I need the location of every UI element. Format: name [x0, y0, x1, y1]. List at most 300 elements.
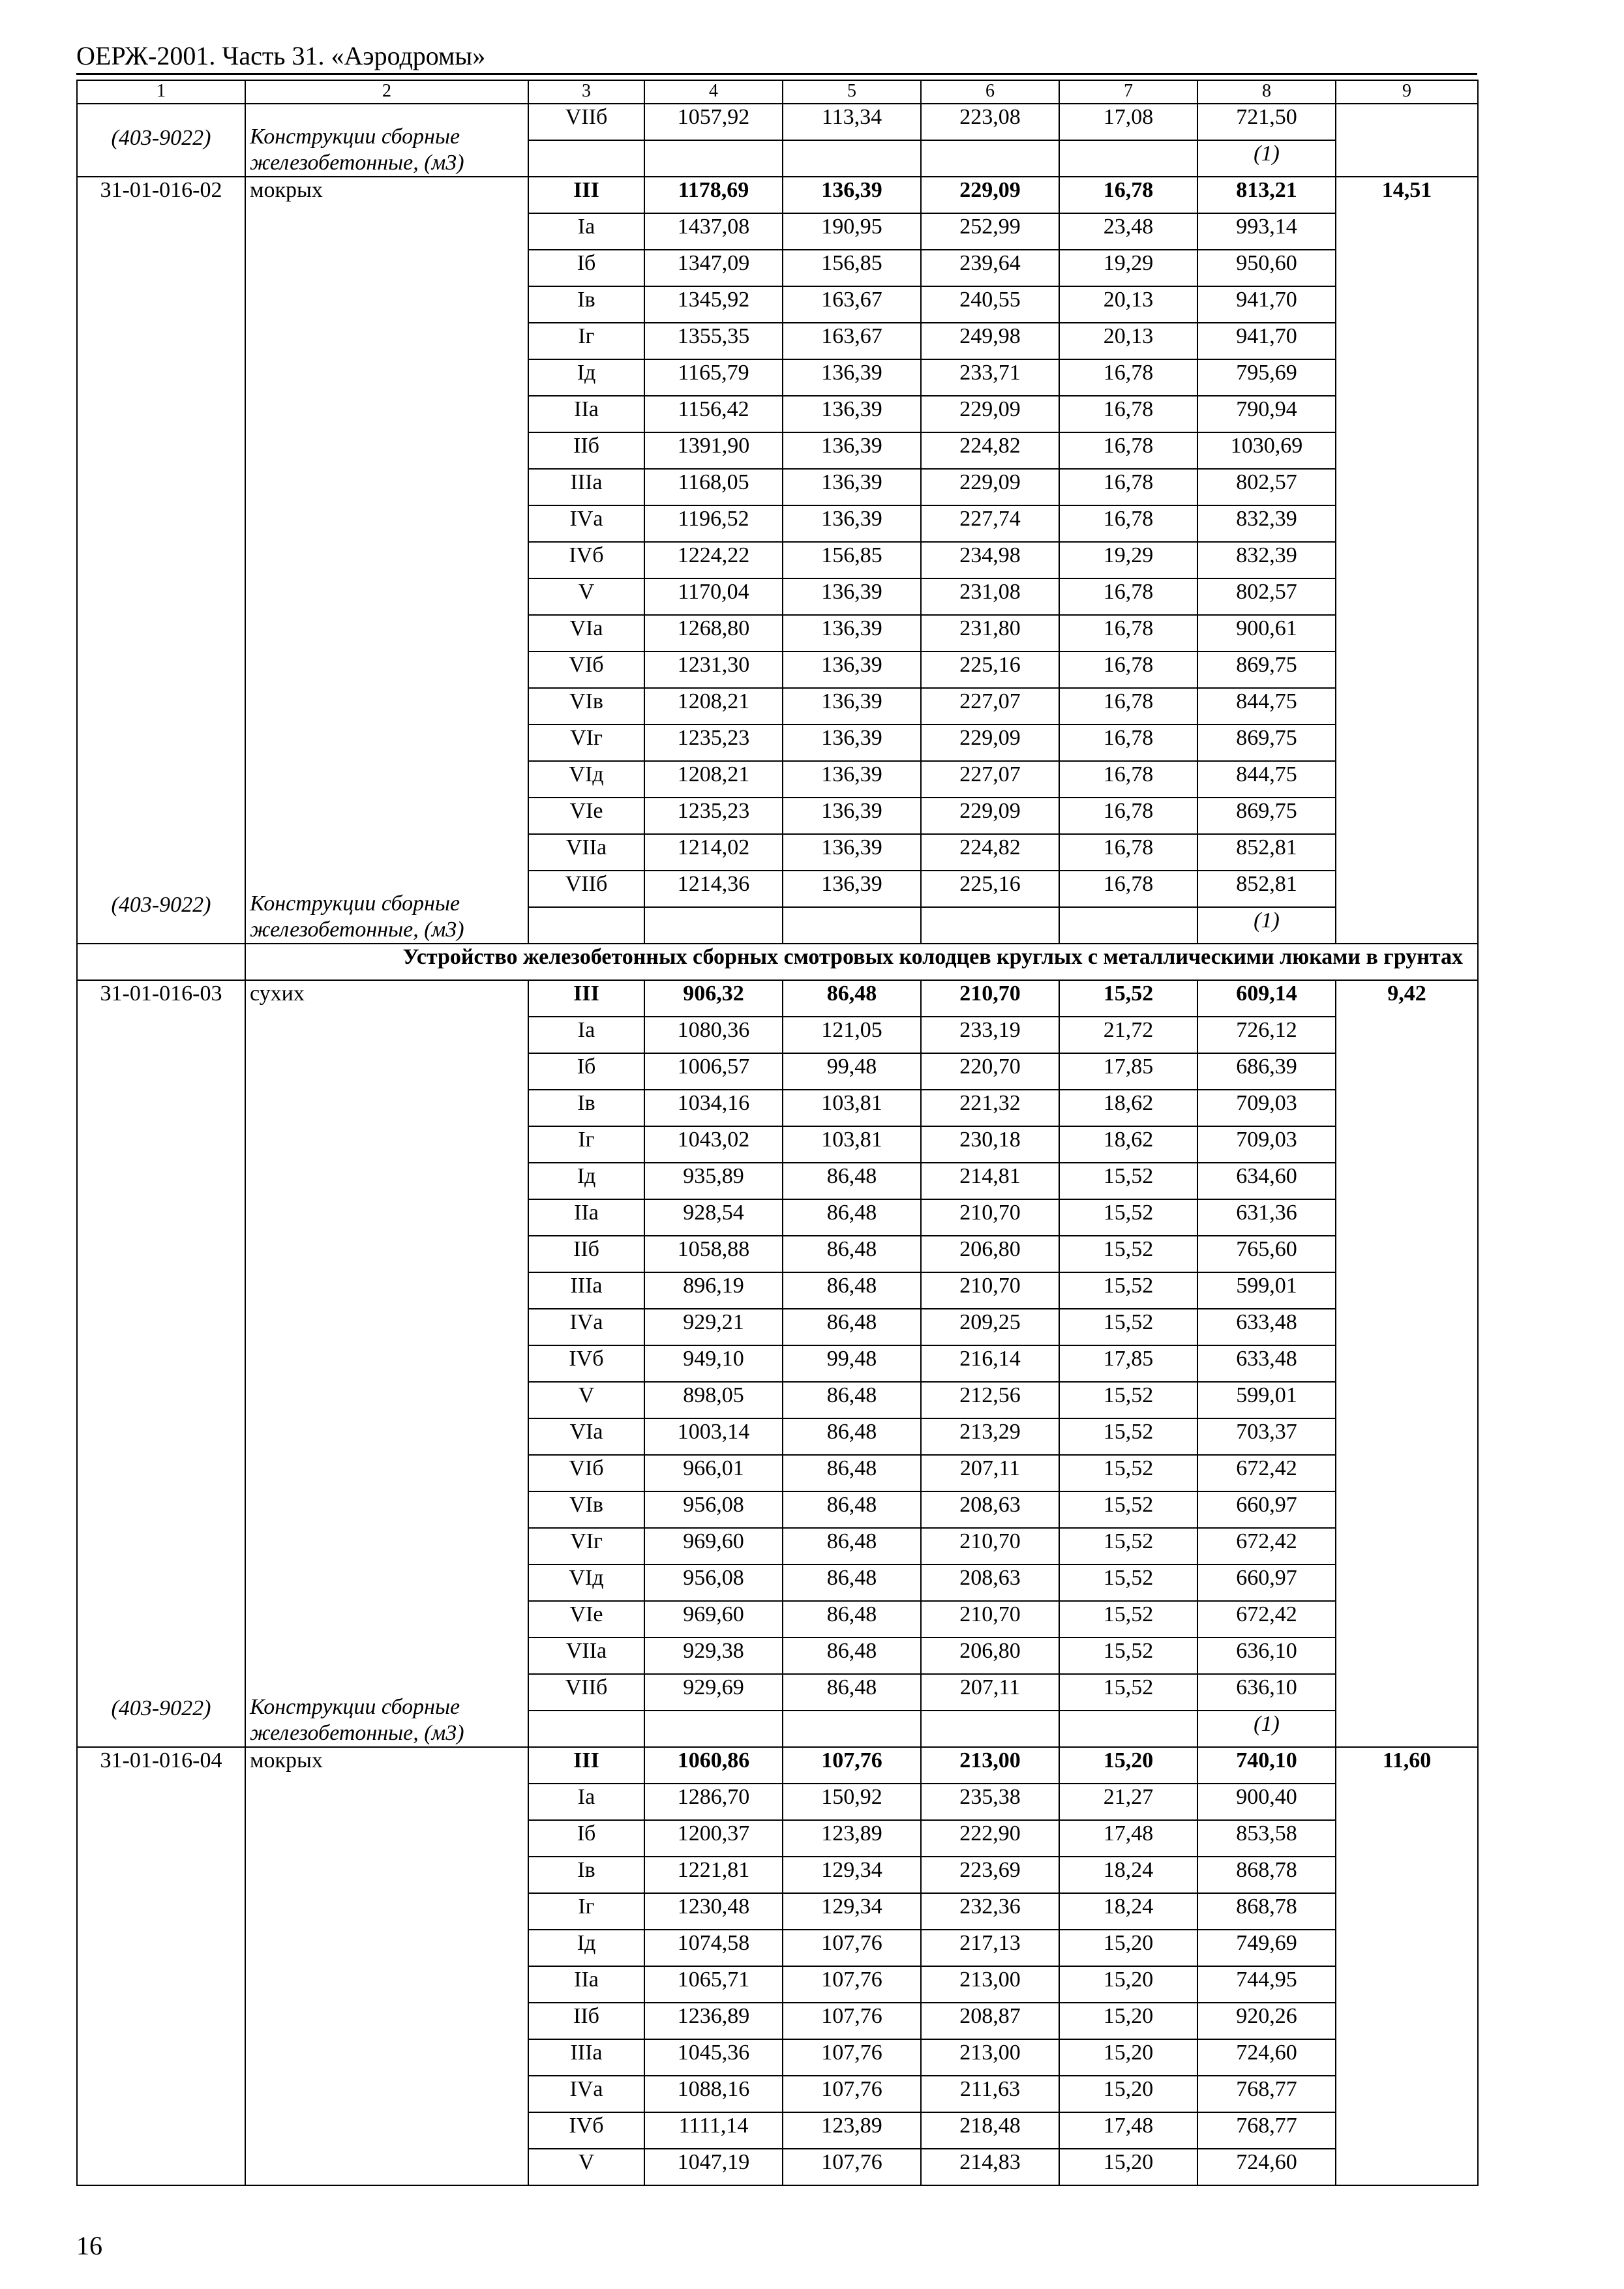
value-cell: 86,48: [783, 1382, 921, 1418]
empty-cell: [528, 140, 644, 177]
zone-cell: IVб: [528, 542, 644, 578]
value-cell: 107,76: [783, 2149, 921, 2185]
value-cell: 16,78: [1059, 396, 1197, 432]
value-cell: 15,52: [1059, 1236, 1197, 1272]
value-cell: 15,52: [1059, 1564, 1197, 1601]
zone-cell: VIа: [528, 1418, 644, 1455]
value-cell: 213,00: [921, 2039, 1059, 2076]
value-cell: 15,20: [1059, 2149, 1197, 2185]
value-cell: 1003,14: [644, 1418, 783, 1455]
value-cell: 136,39: [783, 651, 921, 688]
value-cell: 16,78: [1059, 761, 1197, 798]
value-cell: 107,76: [783, 2003, 921, 2039]
value-cell: 207,11: [921, 1674, 1059, 1711]
value-cell: 749,69: [1197, 1930, 1336, 1966]
value-cell: 225,16: [921, 651, 1059, 688]
zone-cell: Iа: [528, 213, 644, 250]
empty-cell: [1059, 1711, 1197, 1747]
value-cell: 15,52: [1059, 1491, 1197, 1528]
value-cell: 900,61: [1197, 615, 1336, 651]
zone-cell: IIа: [528, 1199, 644, 1236]
rate-code: [77, 104, 245, 177]
value-cell: 1347,09: [644, 250, 783, 286]
value-cell: 1221,81: [644, 1857, 783, 1893]
value-cell: 949,10: [644, 1345, 783, 1382]
value-cell: 17,85: [1059, 1345, 1197, 1382]
value-cell: 16,78: [1059, 359, 1197, 396]
zone-cell: VIIб: [528, 871, 644, 907]
section-title: Устройство железобетонных сборных смотровых колодцев круглых с металлическими люками в грунтах: [245, 944, 1478, 980]
value-cell: 18,24: [1059, 1857, 1197, 1893]
value-cell: 9,42: [1336, 980, 1478, 1747]
value-cell: 790,94: [1197, 396, 1336, 432]
zone-cell: V: [528, 1382, 644, 1418]
value-cell: 107,76: [783, 2039, 921, 2076]
value-cell: 844,75: [1197, 761, 1336, 798]
value-cell: 16,78: [1059, 432, 1197, 469]
empty-cell: [921, 140, 1059, 177]
reference-name: Конструкции сборные железобетонные, (м3): [250, 1695, 464, 1745]
value-cell: 86,48: [783, 980, 921, 1017]
column-number: 3: [528, 80, 644, 104]
value-cell: 99,48: [783, 1053, 921, 1090]
zone-cell: IIIа: [528, 1272, 644, 1309]
value-cell: 16,78: [1059, 871, 1197, 907]
value-cell: 929,21: [644, 1309, 783, 1345]
value-cell: 229,09: [921, 177, 1059, 213]
value-cell: 136,39: [783, 834, 921, 871]
value-cell: 1231,30: [644, 651, 783, 688]
value-cell: 136,39: [783, 798, 921, 834]
value-cell: 15,52: [1059, 1528, 1197, 1564]
zone-cell: Iб: [528, 1053, 644, 1090]
value-cell: 672,42: [1197, 1528, 1336, 1564]
value-cell: 966,01: [644, 1455, 783, 1491]
value-cell: 213,29: [921, 1418, 1059, 1455]
value-cell: 86,48: [783, 1455, 921, 1491]
value-cell: 802,57: [1197, 469, 1336, 505]
column-number: 5: [783, 80, 921, 104]
value-cell: 1060,86: [644, 1747, 783, 1784]
value-cell: 950,60: [1197, 250, 1336, 286]
value-cell: 16,78: [1059, 615, 1197, 651]
value-cell: 15,20: [1059, 2003, 1197, 2039]
rate-name: [245, 980, 528, 1747]
value-cell: 15,20: [1059, 1966, 1197, 2003]
rate-code: [77, 980, 245, 1747]
rate-code-text: 31-01-016-02: [100, 178, 222, 202]
value-cell: 599,01: [1197, 1382, 1336, 1418]
zone-cell: V: [528, 2149, 644, 2185]
value-cell: 136,39: [783, 396, 921, 432]
value-cell: 123,89: [783, 1820, 921, 1857]
value-cell: 609,14: [1197, 980, 1336, 1017]
value-cell: 19,29: [1059, 250, 1197, 286]
zone-cell: VIб: [528, 1455, 644, 1491]
value-cell: 252,99: [921, 213, 1059, 250]
value-cell: 229,09: [921, 798, 1059, 834]
value-cell: 16,78: [1059, 505, 1197, 542]
value-cell: 15,52: [1059, 1674, 1197, 1711]
column-number: 9: [1336, 80, 1478, 104]
value-cell: 17,85: [1059, 1053, 1197, 1090]
rate-name-text: сухих: [250, 981, 305, 1006]
table-row: [77, 104, 1478, 140]
value-cell: 1168,05: [644, 469, 783, 505]
zone-cell: Iд: [528, 1930, 644, 1966]
value-cell: 744,95: [1197, 1966, 1336, 2003]
value-cell: 16,78: [1059, 725, 1197, 761]
value-cell: 136,39: [783, 359, 921, 396]
value-cell: 86,48: [783, 1564, 921, 1601]
zone-cell: VIд: [528, 761, 644, 798]
value-cell: 1080,36: [644, 1017, 783, 1053]
value-cell: 229,09: [921, 469, 1059, 505]
value-cell: 86,48: [783, 1309, 921, 1345]
value-cell: 636,10: [1197, 1638, 1336, 1674]
reference-name: Конструкции сборные железобетонные, (м3): [250, 891, 464, 942]
zone-cell: Iб: [528, 1820, 644, 1857]
value-cell: 107,76: [783, 1747, 921, 1784]
value-cell: 16,78: [1059, 578, 1197, 615]
empty-cell: [1059, 140, 1197, 177]
value-cell: 210,70: [921, 980, 1059, 1017]
value-cell: 190,95: [783, 213, 921, 250]
value-cell: 1065,71: [644, 1966, 783, 2003]
value-cell: 906,32: [644, 980, 783, 1017]
reference-code: (403-9022): [111, 893, 211, 917]
table-row: [77, 177, 1478, 213]
value-cell: 832,39: [1197, 542, 1336, 578]
value-cell: 113,34: [783, 104, 921, 140]
value-cell: 232,36: [921, 1893, 1059, 1930]
zone-cell: IVа: [528, 1309, 644, 1345]
value-cell: 709,03: [1197, 1126, 1336, 1163]
value-cell: 920,26: [1197, 2003, 1336, 2039]
value-cell: 929,69: [644, 1674, 783, 1711]
section-row: [77, 944, 1478, 980]
value-cell: 224,82: [921, 432, 1059, 469]
zone-cell: VIIа: [528, 1638, 644, 1674]
value-cell: 900,40: [1197, 1784, 1336, 1820]
value-cell: 868,78: [1197, 1893, 1336, 1930]
value-cell: 136,39: [783, 688, 921, 725]
value-cell: 1236,89: [644, 2003, 783, 2039]
value-cell: 1286,70: [644, 1784, 783, 1820]
column-number: 1: [77, 80, 245, 104]
value-cell: 15,52: [1059, 1601, 1197, 1638]
value-cell: 207,11: [921, 1455, 1059, 1491]
value-cell: 15,20: [1059, 2076, 1197, 2112]
empty-cell: [783, 1711, 921, 1747]
value-cell: 227,07: [921, 688, 1059, 725]
value-cell: 17,08: [1059, 104, 1197, 140]
value-cell: 709,03: [1197, 1090, 1336, 1126]
value-cell: 852,81: [1197, 871, 1336, 907]
value-cell: 210,70: [921, 1199, 1059, 1236]
zone-cell: IIа: [528, 396, 644, 432]
value-cell: 765,60: [1197, 1236, 1336, 1272]
zone-cell: Iг: [528, 1893, 644, 1930]
value-cell: 86,48: [783, 1674, 921, 1711]
zone-cell: VIIб: [528, 104, 644, 140]
value-cell: 1208,21: [644, 761, 783, 798]
value-cell: 136,39: [783, 578, 921, 615]
value-cell: 212,56: [921, 1382, 1059, 1418]
value-cell: 1043,02: [644, 1126, 783, 1163]
rate-name: мокрых: [245, 1747, 528, 2185]
value-cell: 1156,42: [644, 396, 783, 432]
table-row: [77, 980, 1478, 1017]
value-cell: 1437,08: [644, 213, 783, 250]
value-cell: 206,80: [921, 1236, 1059, 1272]
value-cell: 928,54: [644, 1199, 783, 1236]
value-cell: 20,13: [1059, 286, 1197, 323]
value-cell: 868,78: [1197, 1857, 1336, 1893]
value-cell: 214,81: [921, 1163, 1059, 1199]
reference-code: (403-9022): [111, 1696, 211, 1720]
value-cell: 16,78: [1059, 834, 1197, 871]
value-cell: 225,16: [921, 871, 1059, 907]
value-cell: 121,05: [783, 1017, 921, 1053]
value-cell: 210,70: [921, 1272, 1059, 1309]
value-cell: 1208,21: [644, 688, 783, 725]
value-cell: 633,48: [1197, 1309, 1336, 1345]
value-cell: 123,89: [783, 2112, 921, 2149]
value-cell: 86,48: [783, 1163, 921, 1199]
value-cell: 935,89: [644, 1163, 783, 1199]
reference-name: Конструкции сборные железобетонные, (м3): [250, 125, 464, 175]
zone-cell: VIIб: [528, 1674, 644, 1711]
value-cell: 15,20: [1059, 1747, 1197, 1784]
value-cell: 898,05: [644, 1382, 783, 1418]
value-cell: 1045,36: [644, 2039, 783, 2076]
value-cell: 136,39: [783, 725, 921, 761]
value-cell: 231,80: [921, 615, 1059, 651]
zone-cell: Iв: [528, 1857, 644, 1893]
zone-cell: VIа: [528, 615, 644, 651]
value-cell: 1047,19: [644, 2149, 783, 2185]
zone-cell: IVа: [528, 505, 644, 542]
value-cell: 869,75: [1197, 725, 1336, 761]
zone-cell: Iг: [528, 323, 644, 359]
value-cell: 103,81: [783, 1126, 921, 1163]
value-cell: 1178,69: [644, 177, 783, 213]
value-cell: 156,85: [783, 542, 921, 578]
value-cell: 726,12: [1197, 1017, 1336, 1053]
value-cell: 156,85: [783, 250, 921, 286]
value-cell: 15,52: [1059, 1455, 1197, 1491]
zone-cell: Iд: [528, 359, 644, 396]
value-cell: 1268,80: [644, 615, 783, 651]
value-cell: 896,19: [644, 1272, 783, 1309]
value-cell: 235,38: [921, 1784, 1059, 1820]
value-cell: 941,70: [1197, 286, 1336, 323]
value-cell: 18,24: [1059, 1893, 1197, 1930]
rate-name: [245, 177, 528, 944]
empty-cell: [644, 907, 783, 944]
value-cell: 15,52: [1059, 1638, 1197, 1674]
value-cell: 1224,22: [644, 542, 783, 578]
value-cell: 1006,57: [644, 1053, 783, 1090]
value-cell: 686,39: [1197, 1053, 1336, 1090]
value-cell: 86,48: [783, 1601, 921, 1638]
value-cell: 636,10: [1197, 1674, 1336, 1711]
value-cell: 229,09: [921, 725, 1059, 761]
zone-cell: Iа: [528, 1784, 644, 1820]
value-cell: 16,78: [1059, 469, 1197, 505]
value-cell: 1165,79: [644, 359, 783, 396]
value-cell: 852,81: [1197, 834, 1336, 871]
value-cell: 224,82: [921, 834, 1059, 871]
value-cell: 16,78: [1059, 798, 1197, 834]
value-cell: 136,39: [783, 432, 921, 469]
rate-name: [245, 104, 528, 177]
value-cell: 86,48: [783, 1418, 921, 1455]
value-cell: 249,98: [921, 323, 1059, 359]
reference-code: (403-9022): [111, 126, 211, 150]
value-cell: 660,97: [1197, 1564, 1336, 1601]
value-cell: 703,37: [1197, 1418, 1336, 1455]
value-cell: 223,69: [921, 1857, 1059, 1893]
value-cell: 233,19: [921, 1017, 1059, 1053]
value-cell: 631,36: [1197, 1199, 1336, 1236]
value-cell: 1391,90: [644, 432, 783, 469]
value-cell: 239,64: [921, 250, 1059, 286]
zone-cell: V: [528, 578, 644, 615]
value-cell: 86,48: [783, 1491, 921, 1528]
value-cell: 941,70: [1197, 323, 1336, 359]
value-cell: 230,18: [921, 1126, 1059, 1163]
zone-cell: IVб: [528, 1345, 644, 1382]
value-cell: 17,48: [1059, 2112, 1197, 2149]
value-cell: 136,39: [783, 469, 921, 505]
value-cell: 129,34: [783, 1857, 921, 1893]
value-cell: 86,48: [783, 1236, 921, 1272]
value-cell: 1345,92: [644, 286, 783, 323]
value-cell: 107,76: [783, 2076, 921, 2112]
value-cell: 19,29: [1059, 542, 1197, 578]
value-cell: 795,69: [1197, 359, 1336, 396]
value-cell: 17,48: [1059, 1820, 1197, 1857]
empty-cell: [921, 907, 1059, 944]
zone-cell: Iв: [528, 286, 644, 323]
value-cell: 229,09: [921, 396, 1059, 432]
reference-value: (1): [1197, 140, 1336, 177]
rate-code-text: 31-01-016-03: [100, 981, 222, 1006]
value-cell: 210,70: [921, 1601, 1059, 1638]
value-cell: 136,39: [783, 615, 921, 651]
zone-cell: III: [528, 1747, 644, 1784]
value-cell: 234,98: [921, 542, 1059, 578]
value-cell: 136,39: [783, 761, 921, 798]
value-cell: 15,20: [1059, 2039, 1197, 2076]
value-cell: 802,57: [1197, 578, 1336, 615]
column-number: 2: [245, 80, 528, 104]
value-cell: 15,52: [1059, 980, 1197, 1017]
value-cell: 231,08: [921, 578, 1059, 615]
zone-cell: IIб: [528, 2003, 644, 2039]
value-cell: 99,48: [783, 1345, 921, 1382]
value-cell: 86,48: [783, 1528, 921, 1564]
value-cell: 1355,35: [644, 323, 783, 359]
value-cell: [1336, 104, 1478, 177]
zone-cell: VIв: [528, 1491, 644, 1528]
value-cell: 1030,69: [1197, 432, 1336, 469]
value-cell: 16,78: [1059, 177, 1197, 213]
value-cell: 1058,88: [644, 1236, 783, 1272]
rates-table: [76, 80, 1479, 2186]
empty-cell: [783, 907, 921, 944]
value-cell: 18,62: [1059, 1090, 1197, 1126]
value-cell: 213,00: [921, 1747, 1059, 1784]
zone-cell: IIб: [528, 1236, 644, 1272]
table-row: [77, 1747, 1478, 1784]
value-cell: 18,62: [1059, 1126, 1197, 1163]
value-cell: 956,08: [644, 1564, 783, 1601]
value-cell: 216,14: [921, 1345, 1059, 1382]
value-cell: 1111,14: [644, 2112, 783, 2149]
value-cell: 724,60: [1197, 2149, 1336, 2185]
value-cell: 163,67: [783, 323, 921, 359]
value-cell: 213,00: [921, 1966, 1059, 2003]
value-cell: 969,60: [644, 1601, 783, 1638]
zone-cell: III: [528, 177, 644, 213]
empty-cell: [783, 140, 921, 177]
value-cell: 222,90: [921, 1820, 1059, 1857]
zone-cell: IIб: [528, 432, 644, 469]
value-cell: 672,42: [1197, 1455, 1336, 1491]
value-cell: 211,63: [921, 2076, 1059, 2112]
empty-cell: [1059, 907, 1197, 944]
column-number-row: [77, 80, 1478, 104]
value-cell: 221,32: [921, 1090, 1059, 1126]
value-cell: 21,27: [1059, 1784, 1197, 1820]
value-cell: 15,52: [1059, 1418, 1197, 1455]
value-cell: 929,38: [644, 1638, 783, 1674]
value-cell: 16,78: [1059, 651, 1197, 688]
empty-cell: [644, 140, 783, 177]
zone-cell: VIв: [528, 688, 644, 725]
zone-cell: VIг: [528, 725, 644, 761]
value-cell: 14,51: [1336, 177, 1478, 944]
rate-code: 31-01-016-04: [77, 1747, 245, 2185]
value-cell: 86,48: [783, 1638, 921, 1674]
zone-cell: VIе: [528, 798, 644, 834]
column-number: 7: [1059, 80, 1197, 104]
rate-code: [77, 177, 245, 944]
zone-cell: VIб: [528, 651, 644, 688]
value-cell: 832,39: [1197, 505, 1336, 542]
value-cell: 869,75: [1197, 798, 1336, 834]
value-cell: 634,60: [1197, 1163, 1336, 1199]
value-cell: 21,72: [1059, 1017, 1197, 1053]
value-cell: 223,08: [921, 104, 1059, 140]
value-cell: 599,01: [1197, 1272, 1336, 1309]
value-cell: 227,74: [921, 505, 1059, 542]
value-cell: 15,52: [1059, 1163, 1197, 1199]
value-cell: 136,39: [783, 177, 921, 213]
value-cell: 210,70: [921, 1528, 1059, 1564]
value-cell: 107,76: [783, 1966, 921, 2003]
zone-cell: Iв: [528, 1090, 644, 1126]
value-cell: 1214,02: [644, 834, 783, 871]
value-cell: 721,50: [1197, 104, 1336, 140]
zone-cell: III: [528, 980, 644, 1017]
header-rule: [76, 73, 1477, 75]
zone-cell: IIIа: [528, 2039, 644, 2076]
value-cell: 217,13: [921, 1930, 1059, 1966]
